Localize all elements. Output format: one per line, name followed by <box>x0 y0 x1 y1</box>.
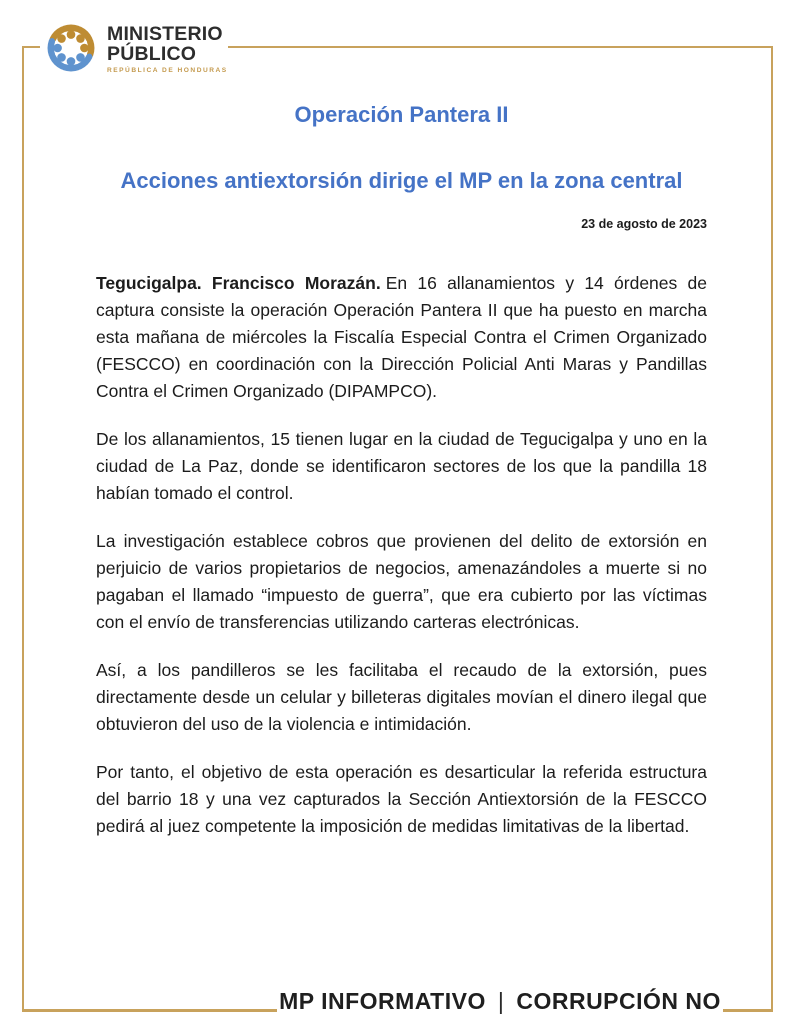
logo-title-line1: MINISTERIO <box>107 23 223 45</box>
footer-left-label: MP INFORMATIVO <box>279 988 486 1014</box>
ministerio-publico-logo <box>40 6 228 88</box>
paragraph-3-text: La investigación establece cobros que provienen del delito de extorsión en perjuicio de varios propietarios de negocios, amenazándoles a muerte si no pagaban el llamado “impuesto de guerra”, que era cubierto por las víctimas con el envío de transferencias utilizando carteras electrónicas. <box>96 531 707 632</box>
paragraph-4 <box>96 657 707 738</box>
footer-separator: | <box>497 988 505 1014</box>
article-title: Operación Pantera II <box>294 102 509 127</box>
paragraph-5 <box>96 759 707 840</box>
logo-title-line2: PÚBLICO <box>107 43 197 65</box>
people-circle-emblem-icon <box>40 17 102 79</box>
article-content <box>96 0 707 861</box>
page-footer <box>277 985 723 1017</box>
paragraph-1-lead: Tegucigalpa. Francisco Morazán. <box>96 273 381 293</box>
paragraph-2-text: De los allanamientos, 15 tienen lugar en la ciudad de Tegucigalpa y uno en la ciudad de La Paz, donde se identificaron sectores de los que la pandilla 18 habían tomado el control. <box>96 429 707 503</box>
article-body <box>96 270 707 840</box>
paragraph-4-text: Así, a los pandilleros se les facilitaba el recaudo de la extorsión, pues directamente desde un celular y billeteras digitales movían el dinero ilegal que obtuvieron del uso de la violencia e intimidación. <box>96 660 707 734</box>
paragraph-1 <box>96 270 707 405</box>
logo-text <box>107 20 228 74</box>
paragraph-5-text: Por tanto, el objetivo de esta operación es desarticular la referida estructura del barrio 18 y una vez capturados la Sección Antiextorsión de la FESCCO pedirá al juez competente la imposición de medidas limitativas de la libertad. <box>96 762 707 836</box>
paragraph-1-text: En 16 allanamientos y 14 órdenes de captura consiste la operación Operación Pantera II que ha puesto en marcha esta mañana de miércoles la Fiscalía Especial Contra el Crimen Organizado (FESCCO) en coordinación con la Dirección Policial Anti Maras y Pandillas Contra el Crimen Organizado (DIPAMPCO). <box>96 273 707 401</box>
logo-subtitle: REPÚBLICA DE HONDURAS <box>107 67 228 74</box>
paragraph-3 <box>96 528 707 636</box>
article-date: 23 de agosto de 2023 <box>581 217 707 231</box>
paragraph-2 <box>96 426 707 507</box>
article-subtitle: Acciones antiextorsión dirige el MP en la zona central <box>120 168 683 193</box>
footer-right-label: CORRUPCIÓN NO <box>516 988 721 1014</box>
